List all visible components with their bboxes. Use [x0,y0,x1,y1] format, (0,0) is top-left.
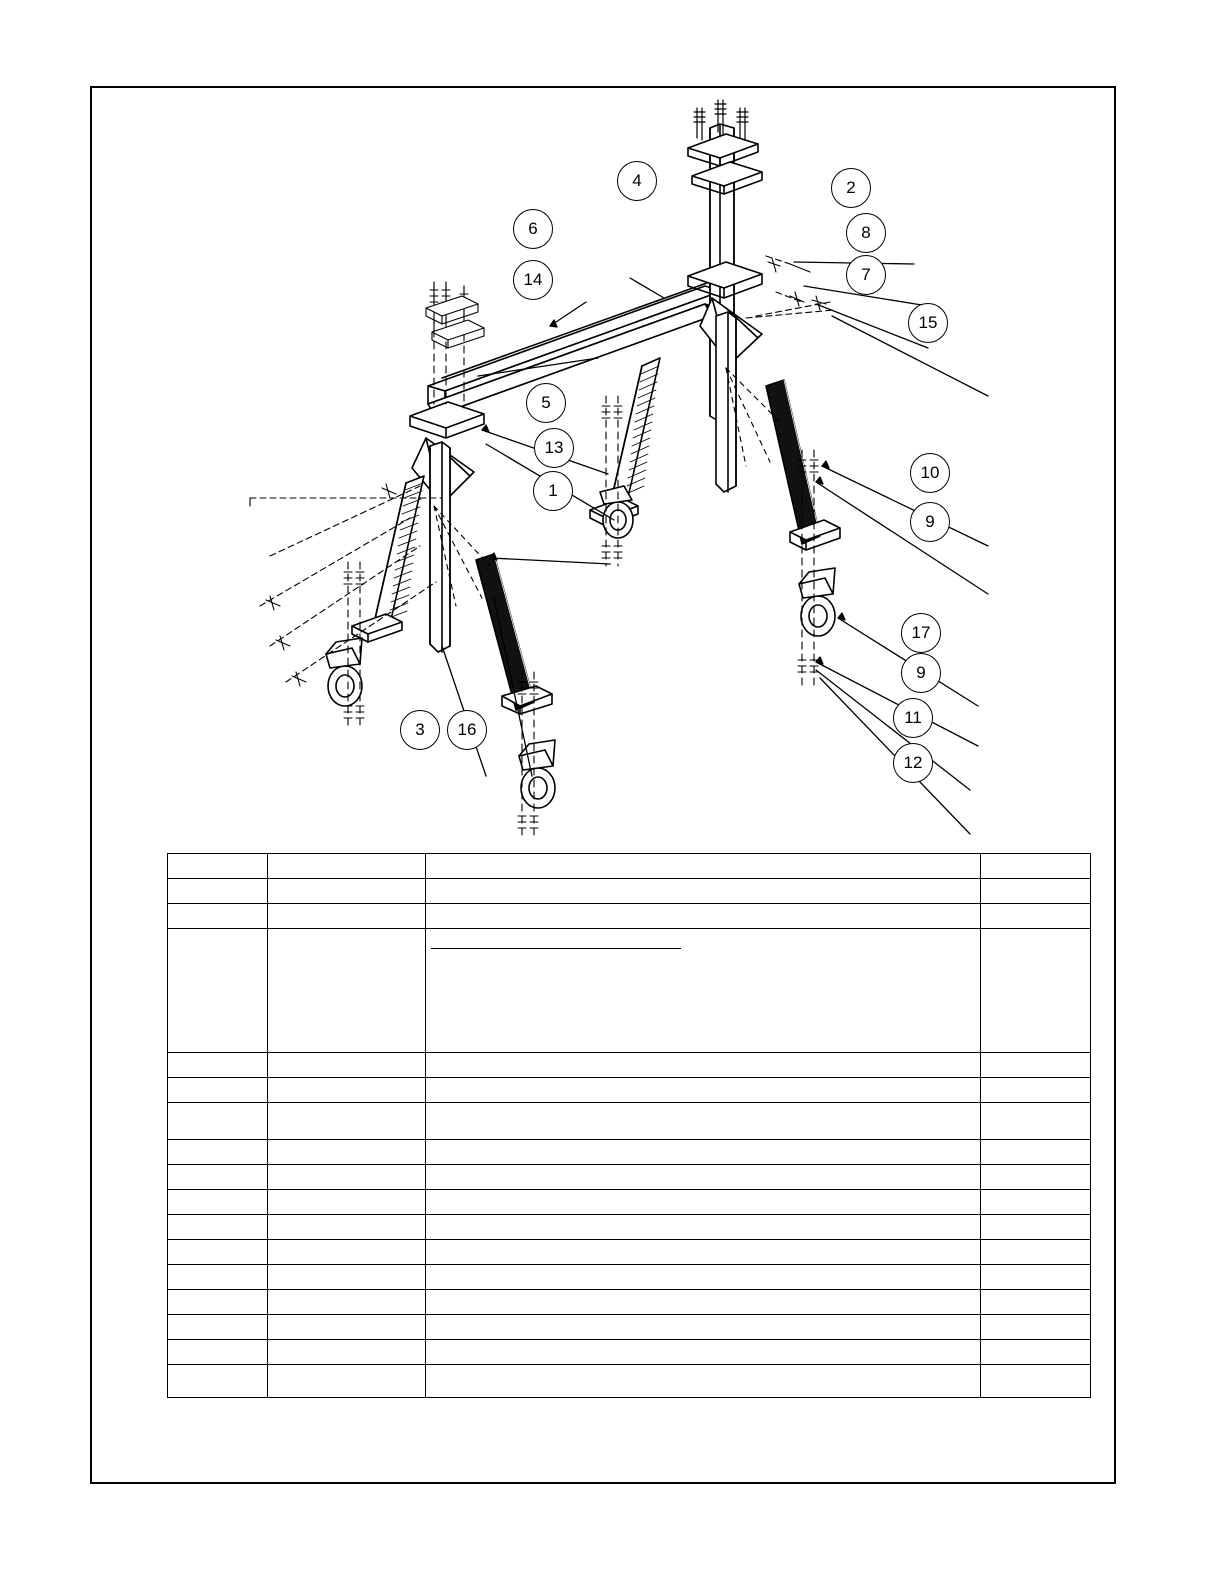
balloon-callout-2: 2 [831,168,871,208]
table-row [168,1265,1091,1290]
cell-qty [981,1240,1091,1265]
caster-left-rear [326,638,362,706]
cell-qty [981,1215,1091,1240]
table-row [168,1365,1091,1398]
exploded-assembly-drawing [90,86,1116,856]
cell-description [426,904,981,929]
cell-part-number [268,854,426,879]
cell-qty [981,1340,1091,1365]
cell-description [426,1340,981,1365]
balloon-callout-5: 5 [526,383,566,423]
cell-qty [981,1078,1091,1103]
cell-item [168,1365,268,1398]
table-row [168,1215,1091,1240]
cell-qty [981,1190,1091,1215]
balloon-callout-6: 6 [513,209,553,249]
cell-item [168,1103,268,1140]
cell-qty [981,904,1091,929]
cell-part-number [268,1365,426,1398]
table-row [168,1103,1091,1140]
cell-item [168,1265,268,1290]
balloon-callout-17: 17 [901,613,941,653]
balloon-callout-9: 9 [901,653,941,693]
cell-qty [981,1315,1091,1340]
caster-front [519,740,555,808]
cell-item [168,929,268,1053]
cell-part-number [268,1290,426,1315]
cell-qty [981,1053,1091,1078]
cell-part-number [268,1140,426,1165]
cell-qty [981,929,1091,1053]
balloon-callout-13: 13 [534,428,574,468]
balloon-callout-11: 11 [893,698,933,738]
cell-item [168,879,268,904]
right-front-brace [766,380,840,550]
balloon-callout-15: 15 [908,303,948,343]
cell-description [426,1365,981,1398]
main-beam [428,279,722,416]
cell-item [168,1215,268,1240]
cell-item [168,1053,268,1078]
cell-description [426,854,981,879]
cell-item [168,854,268,879]
table-row [168,1315,1091,1340]
balloon-callout-10: 10 [910,453,950,493]
balloon-callout-16: 16 [447,710,487,750]
cell-item [168,1240,268,1265]
cell-item [168,1190,268,1215]
balloon-callout-12: 12 [893,743,933,783]
cell-description [426,1290,981,1315]
cell-item [168,904,268,929]
table-row [168,1165,1091,1190]
cell-qty [981,1165,1091,1190]
table-row [168,1053,1091,1078]
cell-item [168,1078,268,1103]
cell-part-number [268,1078,426,1103]
cell-description [426,1053,981,1078]
cell-description [426,929,981,1053]
cell-part-number [268,1103,426,1140]
cell-part-number [268,1340,426,1365]
cell-part-number [268,1315,426,1340]
cell-description [426,1103,981,1140]
cell-part-number [268,1190,426,1215]
cell-item [168,1290,268,1315]
balloon-callout-14: 14 [513,260,553,300]
balloon-callout-1: 1 [533,471,573,511]
caster-right-rear [600,486,633,538]
cell-part-number [268,879,426,904]
table-row [168,879,1091,904]
cell-description [426,1315,981,1340]
cell-qty [981,854,1091,879]
table-row [168,1290,1091,1315]
cell-item [168,1140,268,1165]
balloon-callout-4: 4 [617,161,657,201]
cell-description [426,1265,981,1290]
cell-description [426,1078,981,1103]
cell-qty [981,1365,1091,1398]
cell-item [168,1315,268,1340]
table-row [168,854,1091,879]
caster-right-front [799,568,835,636]
cell-description [426,1215,981,1240]
cell-qty [981,879,1091,904]
balloon-callout-9: 9 [910,502,950,542]
table-row [168,1140,1091,1165]
table-row [168,1078,1091,1103]
cell-qty [981,1265,1091,1290]
cell-item [168,1165,268,1190]
table-row [168,904,1091,929]
balloon-callout-8: 8 [846,213,886,253]
cell-part-number [268,1165,426,1190]
cell-part-number [268,1215,426,1240]
cell-qty [981,1140,1091,1165]
table-row [168,1240,1091,1265]
cell-description [426,879,981,904]
balloon-callout-7: 7 [846,255,886,295]
cell-description [426,1165,981,1190]
left-leg-upright [430,442,450,652]
table-row [168,929,1091,1053]
cell-part-number [268,1265,426,1290]
cell-description [426,1240,981,1265]
table-row [168,1340,1091,1365]
cell-part-number [268,1240,426,1265]
cell-description [426,1140,981,1165]
cell-part-number [268,1053,426,1078]
table-row [168,1190,1091,1215]
cell-part-number [268,929,426,1053]
cell-description [426,1190,981,1215]
cell-qty [981,1290,1091,1315]
cell-item [168,1340,268,1365]
cell-qty [981,1103,1091,1140]
balloon-callout-3: 3 [400,710,440,750]
cell-part-number [268,904,426,929]
description-underline [431,933,681,949]
parts-list-table [167,853,1091,1398]
